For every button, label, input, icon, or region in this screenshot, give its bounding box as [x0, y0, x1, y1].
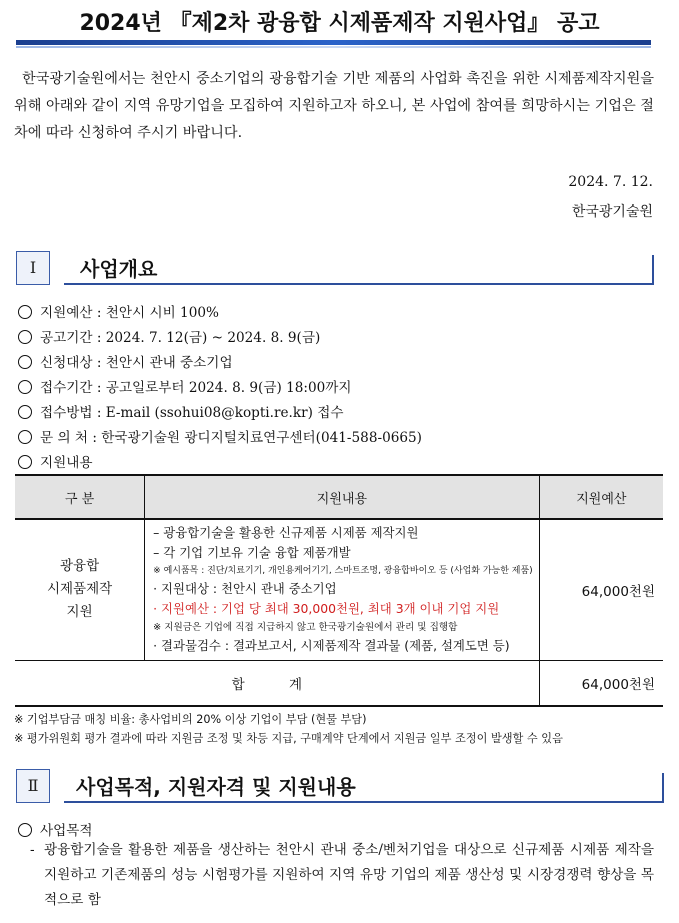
- footnote: ※ 평가위원회 평가 결과에 따라 지원금 조정 및 차등 지급, 구매계약 단계에서 지원금 일부 조정이 발생할 수 있음: [14, 732, 563, 745]
- section-1-right-rule: [652, 255, 654, 285]
- section-2-title: 사업목적, 지원자격 및 지원내용: [76, 775, 356, 799]
- example-note: ※ 예시품목 : 진단/치료기기, 개인용케어기기, 스마트조명, 광융합바이오 등 (사업화 가능한 제품): [153, 566, 533, 577]
- budget-cell: 64,000천원: [539, 519, 663, 660]
- footnote: ※ 기업부담금 매칭 비율: 총사업비의 20% 이상 기업이 부담 (현물 부담): [14, 713, 367, 726]
- list-item: 접수방법 : E-mail (ssohui08@kopti.re.kr) 접수: [18, 401, 422, 426]
- purpose-body: [30, 838, 654, 913]
- budget-highlight-line: · 지원예산 : 기업 당 최대 30,000천원, 최대 3개 이내 기업 지원: [153, 601, 500, 617]
- total-label: 합 계: [15, 660, 539, 706]
- circle-bullet-icon: [18, 330, 32, 344]
- circle-bullet-icon: [18, 455, 32, 469]
- total-value: 64,000천원: [539, 660, 663, 706]
- circle-bullet-icon: [18, 430, 32, 444]
- list-item: 지원내용: [18, 451, 422, 476]
- table-header-content: 지원내용: [145, 475, 540, 519]
- content-line: – 각 기업 기보유 기술 융합 제품개발: [153, 545, 351, 561]
- intro-paragraph: 한국광기술원에서는 천안시 중소기업의 광융합기술 기반 제품의 사업화 촉진을 위한 시제품제작지원을 위해 아래와 같이 지역 유망기업을 모집하여 지원하고자 하오니, 본 사업에 참여를 희망하시는 기업은 절차에 따라 신청하여 주시기 바랍니다.: [14, 71, 654, 141]
- circle-bullet-icon: [18, 405, 32, 419]
- section-1-header: [16, 251, 656, 285]
- table-total-row: [15, 660, 663, 706]
- content-line: – 광융합기술을 활용한 신규제품 시제품 제작지원: [153, 525, 419, 541]
- circle-bullet-icon: [18, 823, 32, 837]
- footnotes: [14, 710, 563, 748]
- list-item: 접수기간 : 공고일로부터 2024. 8. 9(금) 18:00까지: [18, 376, 422, 401]
- category-cell: 광융합 시제품제작 지원: [15, 519, 145, 660]
- circle-bullet-icon: [18, 355, 32, 369]
- section-2-right-rule: [662, 773, 664, 803]
- list-item: 신청대상 : 천안시 관내 중소기업: [18, 351, 422, 376]
- circle-bullet-icon: [18, 380, 32, 394]
- organization-name: 한국광기술원: [571, 204, 653, 220]
- list-item: 공고기간 : 2024. 7. 12(금) ~ 2024. 8. 9(금): [18, 326, 422, 351]
- section-1-title: 사업개요: [80, 257, 158, 281]
- list-item: 지원예산 : 천안시 시비 100%: [18, 301, 422, 326]
- table-header-category: 구 분: [15, 475, 145, 519]
- payment-note: ※ 지원금은 기업에 직접 지급하지 않고 한국광기술원에서 관리 및 집행함: [153, 622, 458, 634]
- support-table: [15, 474, 663, 707]
- section-1-underline: [64, 283, 654, 285]
- list-item: 문 의 처 : 한국광기술원 광디지털치료연구센터(041-588-0665): [18, 426, 422, 451]
- overview-list: [18, 301, 422, 476]
- section-2-underline: [64, 801, 664, 803]
- table-header-budget: 지원예산: [539, 475, 663, 519]
- dash-bullet: -: [30, 842, 35, 858]
- announcement-date: 2024. 7. 12.: [568, 174, 653, 190]
- purpose-text: 광융합기술을 활용한 제품을 생산하는 천안시 관내 중소/벤처기업을 대상으로 신규제품 시제품 제작을 지원하고 기존제품의 성능 시험평가를 지원하여 지역 유망 기업의 제품 생산성 및 시장경쟁력 향상을 목적으로 함: [44, 842, 654, 908]
- table-row: [15, 519, 663, 660]
- section-2-header: [16, 769, 666, 803]
- section-1-number: Ⅰ: [16, 251, 50, 285]
- title-underline-light: [16, 46, 651, 48]
- circle-bullet-icon: [18, 305, 32, 319]
- page-title: 2024년 『제2차 광융합 시제품제작 지원사업』 공고: [79, 11, 600, 36]
- content-line: · 지원대상 : 천안시 관내 중소기업: [153, 581, 337, 597]
- section-2-number: Ⅱ: [16, 769, 50, 803]
- content-line: · 결과물검수 : 결과보고서, 시제품제작 결과물 (제품, 설계도면 등): [153, 638, 510, 654]
- title-underline: [16, 40, 651, 45]
- purpose-heading: 사업목적: [18, 819, 93, 844]
- table-header-row: [15, 475, 663, 519]
- content-cell: [145, 519, 540, 660]
